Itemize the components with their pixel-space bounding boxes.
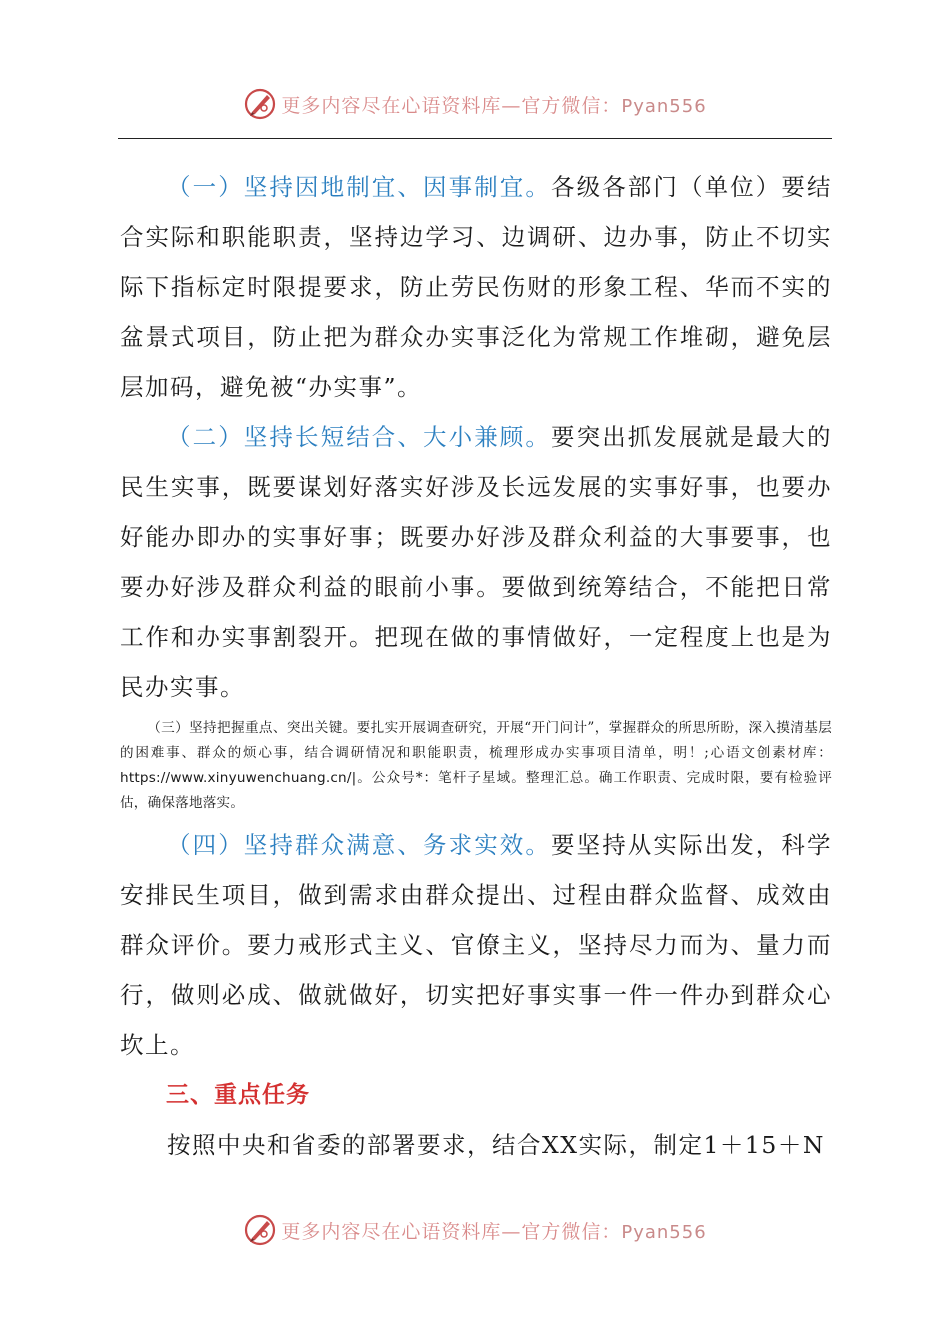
paragraph-3-url: https://www.xinyuwenchuang.cn/| <box>120 770 357 786</box>
pen-logo-icon <box>243 87 277 121</box>
pen-logo-icon <box>243 1213 277 1247</box>
paragraph-3-small <box>120 716 832 816</box>
paragraph-3-text-a: （三）坚持把握重点、突出关键。要扎实开展调查研究，开展“开门问计”，掌握群众的所思所盼，深入摸清基层的困难事、群众的烦心事，结合调研情况和职能职责，梳理形成办实事项目清单，明！;心语文创素材库： <box>120 720 832 761</box>
paragraph-1 <box>120 162 832 412</box>
section-3-title: 三、重点任务 <box>166 1082 310 1108</box>
header-wechat-id: Pyan556 <box>621 95 707 117</box>
paragraph-2-heading: （二）坚持长短结合、大小兼顾。 <box>167 423 551 451</box>
paragraph-3-text-b: 。公众号*：笔杆子星域。整理汇总。确工作职责、完成时限，要有检验评估，确保落地落实。 <box>120 770 832 811</box>
paragraph-4-text: 要坚持从实际出发，科学安排民生项目，做到需求由群众提出、过程由群众监督、成效由群众评价。要力戒形式主义、官僚主义，坚持尽力而为、量力而行，做则必成、做就做好，切实把好事实事一件一件办到群众心坎上。 <box>120 831 832 1059</box>
paragraph-2 <box>120 412 832 712</box>
footer-banner-text: 更多内容尽在心语资料库—官方微信： <box>281 1220 622 1243</box>
paragraph-5: 按照中央和省委的部署要求，结合XX实际，制定1＋15＋N <box>167 1131 825 1159</box>
paragraph-2-text: 要突出抓发展就是最大的民生实事，既要谋划好落实好涉及长远发展的实事好事，也要办好能办即办的实事好事；既要办好涉及群众利益的大事要事，也要办好涉及群众利益的眼前小事。要做到统筹结合，不能把日常工作和办实事割裂开。把现在做的事情做好，一定程度上也是为民办实事。 <box>120 423 832 701</box>
footer-wechat-id: Pyan556 <box>621 1221 707 1243</box>
header-divider <box>118 138 832 139</box>
paragraph-4-heading: （四）坚持群众满意、务求实效。 <box>167 831 551 859</box>
paragraph-4 <box>120 820 832 1070</box>
header-banner <box>0 84 950 124</box>
paragraph-1-heading: （一）坚持因地制宜、因事制宜。 <box>167 173 551 201</box>
document-body <box>120 162 832 1170</box>
paragraph-1-text: 各级各部门（单位）要结合实际和职能职责，坚持边学习、边调研、边办事，防止不切实际下指标定时限提要求，防止劳民伤财的形象工程、华而不实的盆景式项目，防止把为群众办实事泛化为常规工作堆砌，避免层层加码，避免被“办实事”。 <box>120 173 832 401</box>
header-banner-text: 更多内容尽在心语资料库—官方微信： <box>281 94 622 117</box>
footer-banner <box>0 1210 950 1250</box>
